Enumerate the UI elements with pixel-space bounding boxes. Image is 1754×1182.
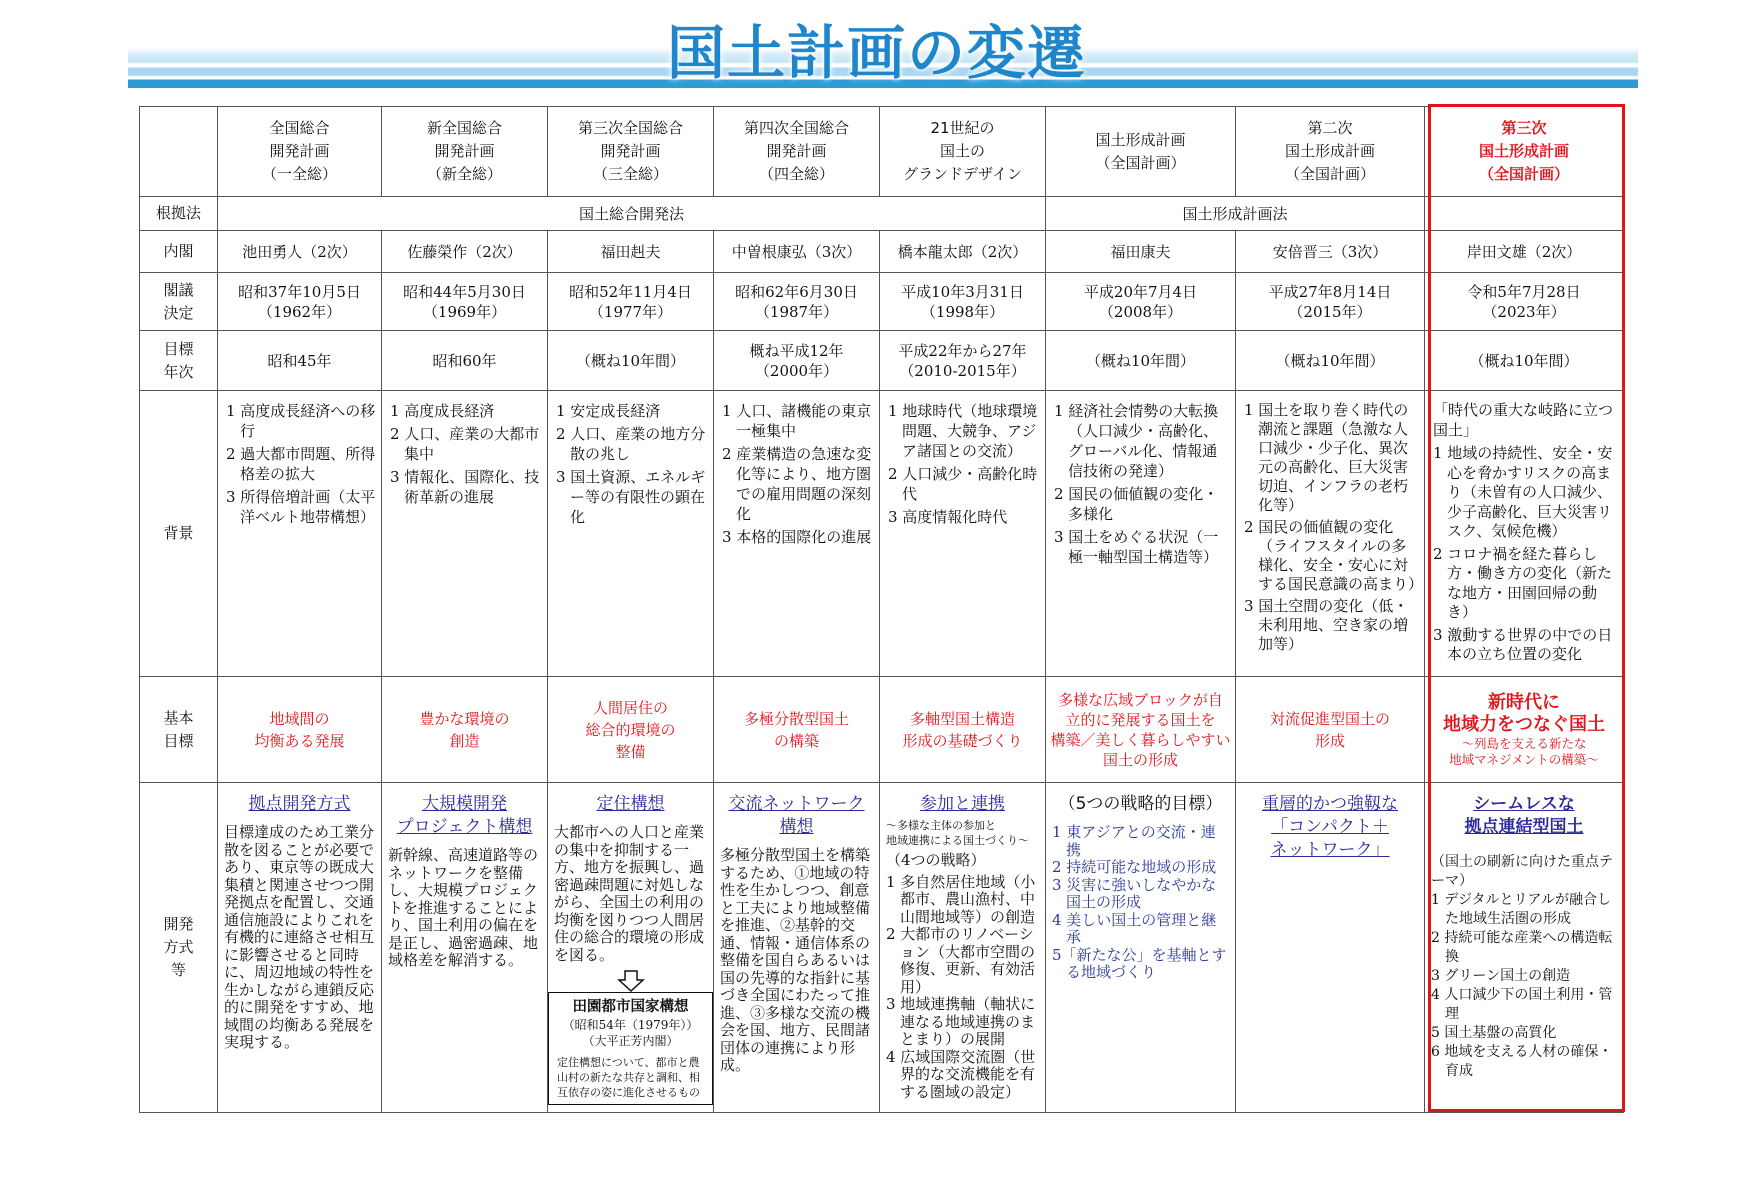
plan-history-table <box>139 106 1624 1113</box>
corner-cell <box>140 107 218 197</box>
title-banner <box>0 0 1754 95</box>
background-2: 1 高度成長経済 2 人口、産業の大都市集中 3 情報化、国際化、技術革新の進展 <box>382 391 548 677</box>
decision-2: 昭和44年5月30日 （1969年） <box>382 273 548 331</box>
dev-5: 参加と連携 ～多様な主体の参加と 地域連携による国土づくり～ （4つの戦略） 1 多自然居住地域（小都市、農山漁村、中山間地域等）の創造 2 大都市のリノベーション（大都市空間の修復、更新、有効活用） 3 地域連携軸（軸状に連なる地域連携のまとまり）の展開 4 広域国際交流圏（世界的な交流機能を有する圏域の設定） <box>880 783 1046 1113</box>
background-6: 1 経済社会情勢の大転換（人口減少・高齢化、グローバル化、情報通信技術の発達） 2 国民の価値観の変化・多様化 3 国土をめぐる状況（一極一軸型国土構造等） <box>1046 391 1236 677</box>
decision-5: 平成10年3月31日 （1998年） <box>880 273 1046 331</box>
dev-4-head: 交流ネットワーク 構想 <box>728 794 865 837</box>
target-1: 昭和45年 <box>218 331 382 391</box>
goal-1: 地域間の 均衡ある発展 <box>218 677 382 783</box>
dev-7 <box>1236 783 1425 1113</box>
cabinet-3: 福田赳夫 <box>548 231 714 273</box>
goal-5: 多軸型国土構造 形成の基礎づくり <box>880 677 1046 783</box>
dev-label: 開発 方式 等 <box>140 783 218 1113</box>
dev-1-text: 目標達成のため工業分散を図ることが必要であり、東京等の既成大集積と関連させつつ開発拠点を配置し、交通通信施設によりこれを有機的に連絡させ相互に影響させると同時に、周辺地域の特性を生かしながら連鎖反応的に開発をすすめ、地域間の均衡ある発展を実現する。 <box>224 823 375 1051</box>
law-label: 根拠法 <box>140 197 218 231</box>
background-7: 1 国土を取り巻く時代の潮流と課題（急激な人口減少・少子化、異次元の高齢化、巨大災害切迫、インフラの老朽化等） 2 国民の価値観の変化（ライフスタイルの多様化、安全・安心に対する国民意識の高まり） 3 国土空間の変化（低・未利用地、空き家の増加等） <box>1236 391 1425 677</box>
background-label: 背景 <box>140 391 218 677</box>
header-plan-3: 第三次全国総合 開発計画 （三全総） <box>548 107 714 197</box>
garden-city-box: 田園都市国家構想 （昭和54年（1979年）） （大平正芳内閣） 定住構想について、都市と農山村の新たな共存と調和、相互依存の姿に進化させるもの <box>548 992 713 1105</box>
down-arrow-icon <box>617 970 645 992</box>
dev-3-text: 大都市への人口と産業の集中を抑制する一方、地方を振興し、過密過疎問題に対処しながら、全国土の利用の均衡を図りつつ人間居住の総合的環境の形成を図る。 <box>554 823 705 964</box>
cabinet-row <box>140 231 1624 273</box>
dev-8: シームレスな 拠点連結型国土 （国土の刷新に向けた重点テーマ） 1 デジタルとリアルが融合した地域生活圏の形成 2 持続可能な産業への構造転換 3 グリーン国土の創造 4 人口減少下の国土利用・管理 5 国土基盤の高質化 6 地域を支える人材の確保・育成 <box>1425 783 1624 1113</box>
header-plan-7: 第二次 国土形成計画 （全国計画） <box>1236 107 1425 197</box>
dev-4-text: 多極分散型国土を構築するため、①地域の特性を生かしつつ、創意と工夫により地域整備を推進、②基幹的交通、情報・通信体系の整備を国自らあるいは国の先導的な指針に基づき全国にわたって推進、③多様な交流の機会を国、地方、民間諸団体の連携により形成。 <box>720 846 871 1074</box>
dev-3-head: 定住構想 <box>596 794 665 814</box>
target-5: 平成22年から27年 （2010-2015年） <box>880 331 1046 391</box>
target-label: 目標 年次 <box>140 331 218 391</box>
decision-4: 昭和62年6月30日 （1987年） <box>714 273 880 331</box>
goal-label: 基本 目標 <box>140 677 218 783</box>
goal-4: 多極分散型国土 の構築 <box>714 677 880 783</box>
dev-1-head: 拠点開発方式 <box>248 794 351 814</box>
goal-7: 対流促進型国土の 形成 <box>1236 677 1425 783</box>
target-3: （概ね10年間） <box>548 331 714 391</box>
header-plan-8: 第三次 国土形成計画 （全国計画） <box>1425 107 1624 197</box>
target-8: （概ね10年間） <box>1425 331 1624 391</box>
cabinet-2: 佐藤榮作（2次） <box>382 231 548 273</box>
goal-2: 豊かな環境の 創造 <box>382 677 548 783</box>
decision-label: 閣議 決定 <box>140 273 218 331</box>
header-row <box>140 107 1624 197</box>
dev-6-head: （5つの戦略的目標） <box>1058 794 1223 814</box>
header-plan-1: 全国総合 開発計画 （一全総） <box>218 107 382 197</box>
decision-8: 令和5年7月28日 （2023年） <box>1425 273 1624 331</box>
background-4: 1 人口、諸機能の東京一極集中 2 産業構造の急速な変化等により、地方圏での雇用問題の深刻化 3 本格的国際化の進展 <box>714 391 880 677</box>
goal-row <box>140 677 1624 783</box>
dev-2 <box>382 783 548 1113</box>
decision-1: 昭和37年10月5日 （1962年） <box>218 273 382 331</box>
cabinet-4: 中曽根康弘（3次） <box>714 231 880 273</box>
dev-4 <box>714 783 880 1113</box>
header-plan-2: 新全国総合 開発計画 （新全総） <box>382 107 548 197</box>
target-2: 昭和60年 <box>382 331 548 391</box>
dev-row <box>140 783 1624 1113</box>
dev-3 <box>548 783 714 1113</box>
dev-8-head: シームレスな 拠点連結型国土 <box>1464 794 1584 837</box>
decision-3: 昭和52年11月4日 （1977年） <box>548 273 714 331</box>
dev-1 <box>218 783 382 1113</box>
cabinet-7: 安倍晋三（3次） <box>1236 231 1425 273</box>
decision-6: 平成20年7月4日 （2008年） <box>1046 273 1236 331</box>
goal-8: 新時代に 地域力をつなぐ国土 ～列島を支える新たな 地域マネジメントの構築～ <box>1425 677 1624 783</box>
header-plan-6: 国土形成計画 （全国計画） <box>1046 107 1236 197</box>
cabinet-8: 岸田文雄（2次） <box>1425 231 1624 273</box>
background-8: 「時代の重大な岐路に立つ国土」 1 地域の持続性、安全・安心を脅かすリスクの高まり（未曽有の人口減少、少子高齢化、巨大災害リスク、気候危機） 2 コロナ禍を経た暮らし方・働き方の変化（新たな地方・田園回帰の動き） 3 激動する世界の中での日本の立ち位置の変化 <box>1425 391 1624 677</box>
cabinet-6: 福田康夫 <box>1046 231 1236 273</box>
dev-2-head: 大規模開発 プロジェクト構想 <box>396 794 533 837</box>
decision-row <box>140 273 1624 331</box>
target-7: （概ね10年間） <box>1236 331 1425 391</box>
decision-7: 平成27年8月14日 （2015年） <box>1236 273 1425 331</box>
target-4: 概ね平成12年 （2000年） <box>714 331 880 391</box>
law-row <box>140 197 1624 231</box>
target-6: （概ね10年間） <box>1046 331 1236 391</box>
cabinet-label: 内閣 <box>140 231 218 273</box>
law-national-formation: 国土形成計画法 <box>1046 197 1425 231</box>
header-plan-4: 第四次全国総合 開発計画 （四全総） <box>714 107 880 197</box>
background-5: 1 地球時代（地球環境問題、大競争、アジア諸国との交流） 2 人口減少・高齢化時代 3 高度情報化時代 <box>880 391 1046 677</box>
goal-3: 人間居住の 総合的環境の 整備 <box>548 677 714 783</box>
header-plan-5: 21世紀の 国土の グランドデザイン <box>880 107 1046 197</box>
law-empty <box>1425 197 1624 231</box>
law-national-development: 国土総合開発法 <box>218 197 1046 231</box>
cabinet-5: 橋本龍太郎（2次） <box>880 231 1046 273</box>
background-3: 1 安定成長経済 2 人口、産業の地方分散の兆し 3 国土資源、エネルギー等の有限性の顕在化 <box>548 391 714 677</box>
target-row <box>140 331 1624 391</box>
background-row <box>140 391 1624 677</box>
dev-5-head: 参加と連携 <box>920 794 1005 814</box>
background-1: 1 高度成長経済への移行 2 過大都市問題、所得格差の拡大 3 所得倍増計画（太平洋ベルト地帯構想） <box>218 391 382 677</box>
dev-7-head: 重層的かつ強靱な 「コンパクト＋ ネットワーク」 <box>1262 794 1398 860</box>
goal-6: 多様な広域ブロックが自 立的に発展する国土を 構築／美しく暮らしやすい 国土の形成 <box>1046 677 1236 783</box>
dev-2-text: 新幹線、高速道路等のネットワークを整備し、大規模プロジェクトを推進することにより、国土利用の偏在を是正し、過密過疎、地域格差を解消する。 <box>388 846 539 969</box>
page-title: 国土計画の変遷 <box>666 19 1087 87</box>
dev-6: （5つの戦略的目標） 1 東アジアとの交流・連携 2 持続可能な地域の形成 3 災害に強いしなやかな国土の形成 4 美しい国土の管理と継承 5「新たな公」を基軸とする地域づくり <box>1046 783 1236 1113</box>
cabinet-1: 池田勇人（2次） <box>218 231 382 273</box>
